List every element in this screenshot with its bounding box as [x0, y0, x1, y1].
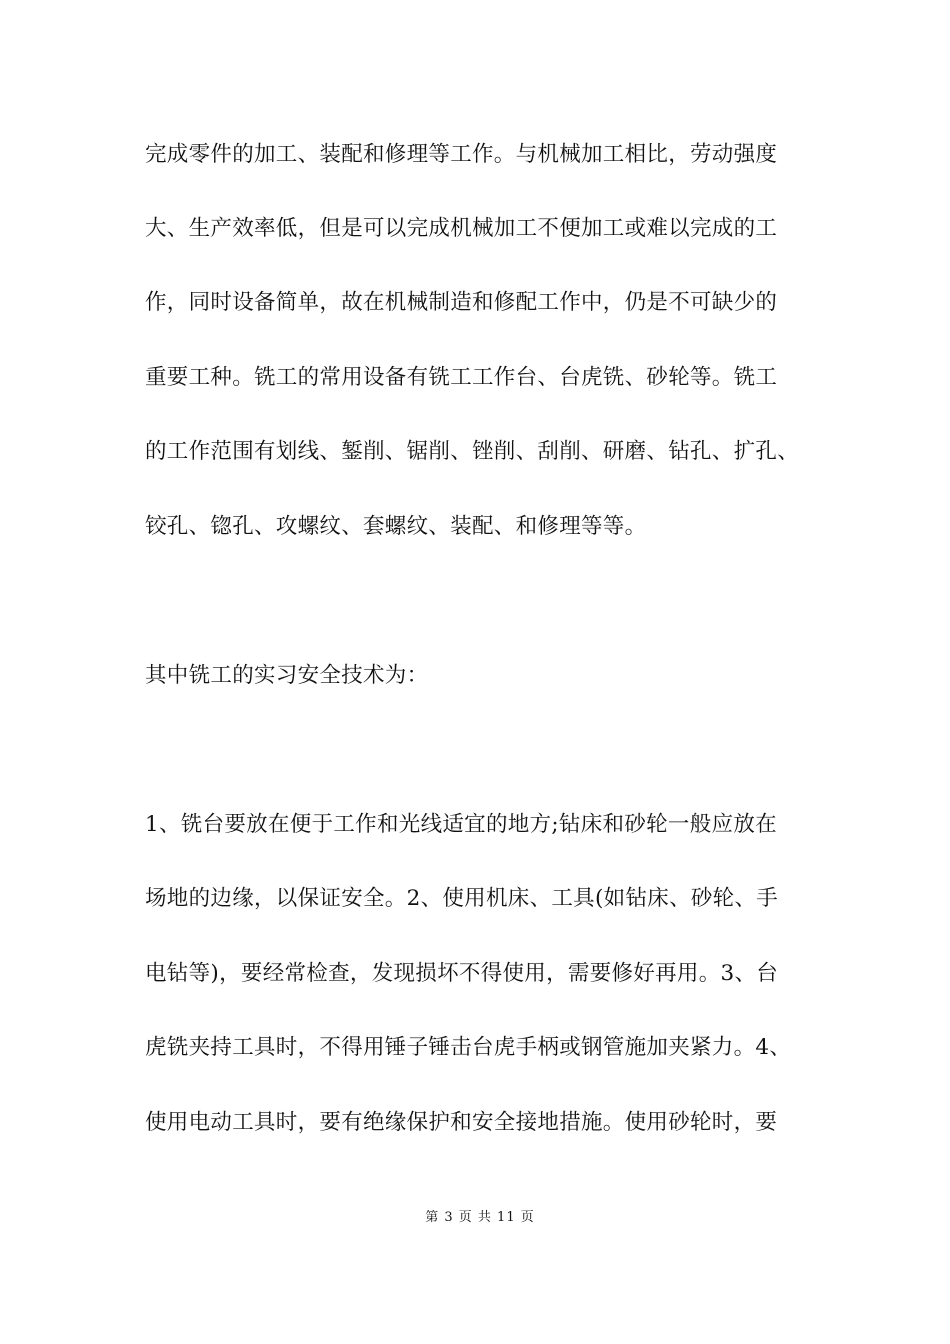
paragraph-2-line-4: 虎铣夹持工具时，不得用锤子锤击台虎手柄或钢管施加夹紧力。4、	[145, 1035, 792, 1060]
section-heading: 其中铣工的实习安全技术为：	[145, 663, 429, 688]
paragraph-2-line-1: 1、铣台要放在便于工作和光线适宜的地方;钻床和砂轮一般应放在	[145, 812, 777, 837]
paragraph-2-line-3: 电钻等)，要经常检查，发现损坏不得使用，需要修好再用。3、台	[145, 961, 779, 986]
paragraph-1-line-1: 完成零件的加工、装配和修理等工作。与机械加工相比，劳动强度	[145, 142, 778, 167]
paragraph-1-line-4: 重要工种。铣工的常用设备有铣工工作台、台虎铣、砂轮等。铣工	[145, 365, 778, 390]
paragraph-1-line-5: 的工作范围有划线、錾削、锯削、锉削、刮削、研磨、钻孔、扩孔、	[145, 439, 800, 464]
paragraph-1-line-2: 大、生产效率低，但是可以完成机械加工不便加工或难以完成的工	[145, 216, 778, 241]
paragraph-2-line-2: 场地的边缘，以保证安全。2、使用机床、工具(如钻床、砂轮、手	[145, 886, 779, 911]
page-number-footer: 第 3 页 共 11 页	[425, 1210, 535, 1225]
paragraph-1-line-6: 铰孔、锪孔、攻螺纹、套螺纹、装配、和修理等等。	[145, 514, 647, 539]
paragraph-2-line-5: 使用电动工具时，要有绝缘保护和安全接地措施。使用砂轮时，要	[145, 1110, 778, 1135]
paragraph-1-line-3: 作，同时设备简单，故在机械制造和修配工作中，仍是不可缺少的	[145, 290, 778, 315]
